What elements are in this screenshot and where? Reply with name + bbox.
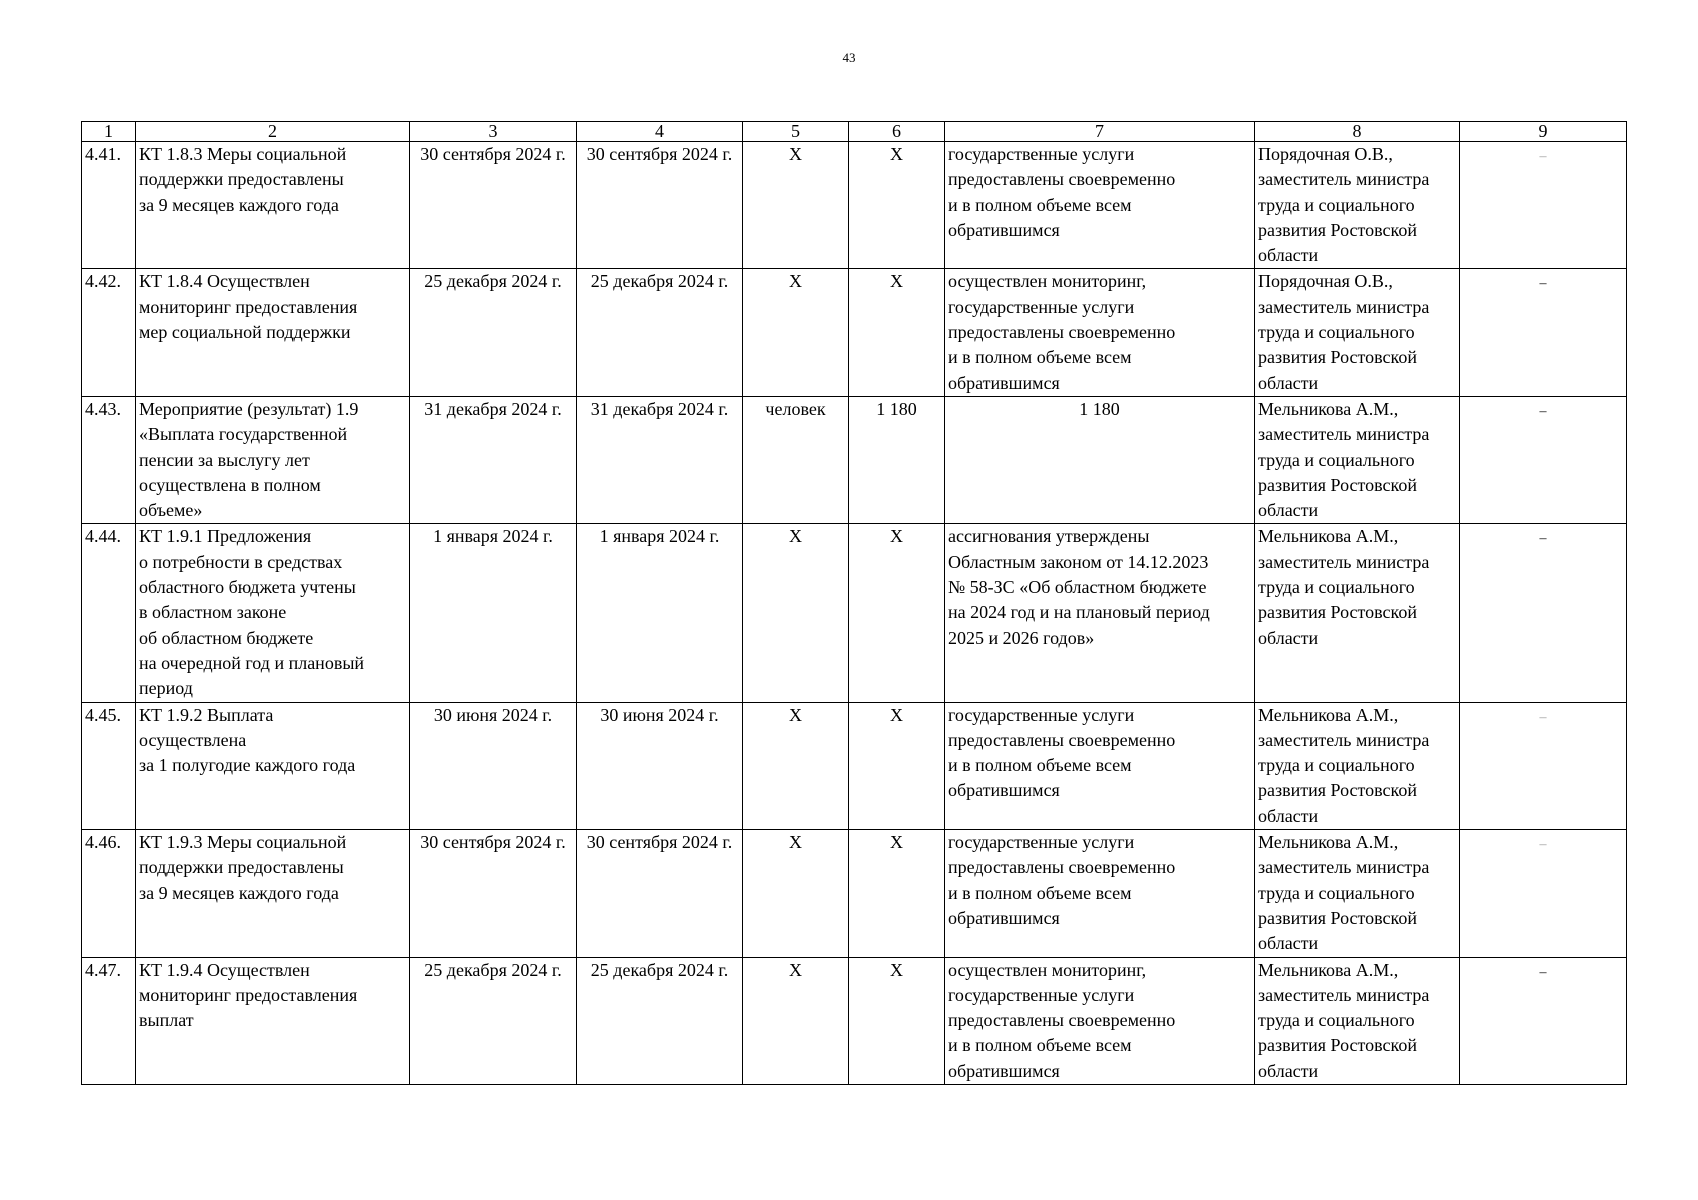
row-number-text: 4.42.	[85, 271, 121, 292]
unit-cell	[743, 524, 849, 702]
row-number-text: 4.41.	[85, 144, 121, 164]
planned-date-text: 30 июня 2024 г.	[433, 704, 553, 725]
responsible-cell	[1255, 396, 1460, 523]
activity-name-text: Мероприятие (результат) 1.9 «Выплата государственной пенсии за выслугу лет осуществлена в полном объеме»	[139, 398, 359, 521]
planned-date-cell	[410, 396, 577, 523]
responsible-cell	[1255, 957, 1460, 1084]
table-row	[82, 957, 1627, 1084]
planned-date-text: 31 декабря 2024 г.	[424, 398, 562, 419]
note-cell	[1460, 524, 1627, 702]
row-number-cell	[82, 702, 136, 829]
plan-value-text: Х	[890, 832, 903, 853]
header-cell: 1	[82, 122, 136, 142]
result-text: осуществлен мониторинг, государственные услуги предоставлены своевременно и в полном объеме всем обратившимся	[948, 271, 1176, 393]
row-number-text: 4.46.	[85, 832, 121, 853]
responsible-text: Мельникова А.М., заместитель министра труда и социального развития Ростовской области	[1258, 526, 1430, 648]
plan-value-cell	[849, 524, 945, 702]
plan-value-cell	[849, 830, 945, 957]
note-cell	[1460, 702, 1627, 829]
activity-name-text: КТ 1.9.1 Предложения о потребности в средствах областного бюджета учтены в областном законе об областном бюджете на очередной год и плановый период	[139, 526, 365, 699]
responsible-cell	[1255, 524, 1460, 702]
plan-value-cell	[849, 269, 945, 396]
note-text: –	[1539, 964, 1547, 980]
responsible-cell	[1255, 142, 1460, 269]
note-cell	[1460, 142, 1627, 269]
result-cell	[945, 142, 1255, 269]
plan-value-cell	[849, 957, 945, 1084]
note-text: –	[1539, 149, 1547, 164]
result-cell	[945, 830, 1255, 957]
table-row	[82, 830, 1627, 957]
note-cell	[1460, 830, 1627, 957]
plan-value-text: Х	[890, 144, 903, 164]
activity-name-cell	[136, 524, 410, 702]
planned-date-cell	[410, 524, 577, 702]
plan-value-text: Х	[890, 271, 903, 292]
unit-text: Х	[789, 526, 802, 547]
header-cell: 6	[849, 122, 945, 142]
activity-name-cell	[136, 142, 410, 269]
unit-text: Х	[789, 959, 802, 980]
activity-name-cell	[136, 702, 410, 829]
plan-value-cell	[849, 396, 945, 523]
responsible-text: Мельникова А.М., заместитель министра труда и социального развития Ростовской области	[1258, 959, 1430, 1081]
note-text: –	[1539, 709, 1547, 725]
planned-date-cell	[410, 702, 577, 829]
planned-date-text: 1 января 2024 г.	[433, 526, 553, 547]
note-text: –	[1539, 276, 1547, 292]
row-number-cell	[82, 957, 136, 1084]
planned-date-cell	[410, 142, 577, 269]
row-number-text: 4.47.	[85, 959, 121, 980]
responsible-text: Порядочная О.В., заместитель министра труда и социального развития Ростовской области	[1258, 144, 1430, 266]
unit-text: Х	[789, 144, 802, 164]
result-text: государственные услуги предоставлены своевременно и в полном объеме всем обратившимся	[948, 832, 1176, 928]
result-cell	[945, 957, 1255, 1084]
row-number-cell	[82, 830, 136, 957]
header-cell: 3	[410, 122, 577, 142]
unit-cell	[743, 830, 849, 957]
note-text: –	[1539, 403, 1547, 419]
header-cell: 4	[577, 122, 743, 142]
unit-text: человек	[765, 398, 826, 419]
unit-text: Х	[789, 832, 802, 853]
activity-name-text: КТ 1.9.2 Выплата осуществлена за 1 полугодие каждого года	[139, 704, 356, 776]
result-text: государственные услуги предоставлены своевременно и в полном объеме всем обратившимся	[948, 704, 1176, 801]
row-number-cell	[82, 142, 136, 269]
note-text: –	[1539, 837, 1547, 853]
planned-date-text: 30 сентября 2024 г.	[420, 832, 566, 853]
actual-date-text: 30 июня 2024 г.	[600, 704, 719, 725]
unit-cell	[743, 269, 849, 396]
actual-date-cell	[577, 524, 743, 702]
planned-date-text: 25 декабря 2024 г.	[424, 959, 562, 980]
result-cell	[945, 702, 1255, 829]
responsible-text: Мельникова А.М., заместитель министра труда и социального развития Ростовской области	[1258, 704, 1430, 826]
unit-cell	[743, 957, 849, 1084]
actual-date-text: 25 декабря 2024 г.	[590, 959, 729, 980]
plan-value-cell	[849, 142, 945, 269]
table-body	[82, 122, 1627, 1085]
unit-cell	[743, 142, 849, 269]
unit-cell	[743, 396, 849, 523]
header-cell: 5	[743, 122, 849, 142]
result-cell	[945, 269, 1255, 396]
responsible-text: Мельникова А.М., заместитель министра труда и социального развития Ростовской области	[1258, 398, 1430, 521]
actual-date-text: 1 января 2024 г.	[599, 526, 720, 547]
plan-value-text: Х	[890, 704, 903, 725]
header-row	[82, 122, 1627, 142]
table-row	[82, 524, 1627, 702]
activity-name-cell	[136, 830, 410, 957]
unit-cell	[743, 702, 849, 829]
note-cell	[1460, 396, 1627, 523]
result-cell	[945, 524, 1255, 702]
row-number-text: 4.43.	[85, 398, 121, 419]
actual-date-cell	[577, 142, 743, 269]
header-cell: 2	[136, 122, 410, 142]
page-number: 43	[842, 50, 856, 65]
note-cell	[1460, 269, 1627, 396]
planned-date-cell	[410, 830, 577, 957]
actual-date-cell	[577, 702, 743, 829]
activity-name-cell	[136, 396, 410, 523]
result-text: осуществлен мониторинг, государственные услуги предоставлены своевременно и в полном объеме всем обратившимся	[948, 959, 1176, 1081]
responsible-cell	[1255, 830, 1460, 957]
result-text: 1 180	[1079, 398, 1120, 419]
activity-name-cell	[136, 269, 410, 396]
activity-name-text: КТ 1.8.3 Меры социальной поддержки предоставлены за 9 месяцев каждого года	[139, 144, 347, 215]
plan-table	[81, 121, 1627, 1085]
actual-date-cell	[577, 957, 743, 1084]
responsible-cell	[1255, 702, 1460, 829]
responsible-text: Порядочная О.В., заместитель министра труда и социального развития Ростовской области	[1258, 271, 1430, 393]
actual-date-text: 25 декабря 2024 г.	[590, 271, 729, 292]
activity-name-text: КТ 1.9.3 Меры социальной поддержки предоставлены за 9 месяцев каждого года	[139, 832, 347, 903]
row-number-cell	[82, 396, 136, 523]
result-cell	[945, 396, 1255, 523]
planned-date-cell	[410, 957, 577, 1084]
responsible-text: Мельникова А.М., заместитель министра труда и социального развития Ростовской области	[1258, 832, 1430, 954]
unit-text: Х	[789, 704, 802, 725]
header-cell: 8	[1255, 122, 1460, 142]
row-number-text: 4.44.	[85, 526, 121, 547]
actual-date-cell	[577, 396, 743, 523]
result-text: ассигнования утверждены Областным законом от 14.12.2023 № 58-ЗС «Об областном бюджете на 2024 год и на плановый период 2025 и 2026 годов»	[948, 526, 1210, 648]
note-text: –	[1539, 531, 1547, 547]
row-number-text: 4.45.	[85, 704, 121, 725]
planned-date-cell	[410, 269, 577, 396]
result-text: государственные услуги предоставлены своевременно и в полном объеме всем обратившимся	[948, 144, 1176, 240]
table-row	[82, 269, 1627, 396]
actual-date-text: 30 сентября 2024 г.	[586, 144, 733, 164]
plan-value-cell	[849, 702, 945, 829]
header-cell: 7	[945, 122, 1255, 142]
actual-date-cell	[577, 269, 743, 396]
unit-text: Х	[789, 271, 802, 292]
plan-value-text: Х	[890, 526, 903, 547]
actual-date-text: 30 сентября 2024 г.	[586, 832, 733, 853]
responsible-cell	[1255, 269, 1460, 396]
plan-value-text: Х	[890, 959, 903, 980]
row-number-cell	[82, 524, 136, 702]
table-row	[82, 702, 1627, 829]
plan-value-text: 1 180	[876, 398, 917, 419]
header-cell: 9	[1460, 122, 1627, 142]
table-row	[82, 142, 1627, 269]
actual-date-text: 31 декабря 2024 г.	[590, 398, 729, 419]
actual-date-cell	[577, 830, 743, 957]
planned-date-text: 30 сентября 2024 г.	[420, 144, 566, 164]
activity-name-cell	[136, 957, 410, 1084]
note-cell	[1460, 957, 1627, 1084]
activity-name-text: КТ 1.9.4 Осуществлен мониторинг предоставления выплат	[139, 959, 358, 1031]
row-number-cell	[82, 269, 136, 396]
table-row	[82, 396, 1627, 523]
planned-date-text: 25 декабря 2024 г.	[424, 271, 562, 292]
activity-name-text: КТ 1.8.4 Осуществлен мониторинг предоставления мер социальной поддержки	[139, 271, 358, 343]
